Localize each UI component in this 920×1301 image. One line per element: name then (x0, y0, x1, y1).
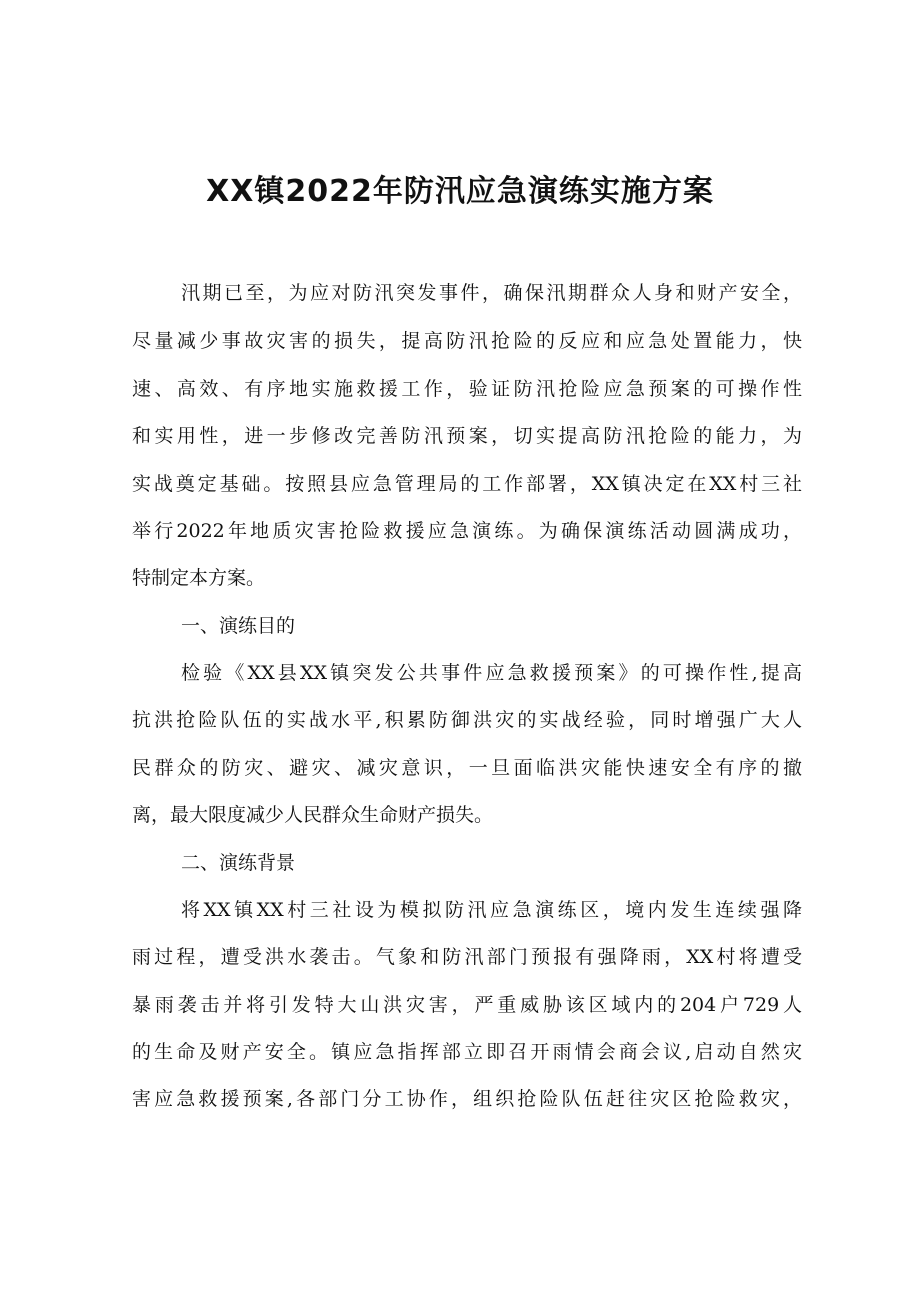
intro-line: 速、高效、有序地实施救援工作，验证防汛抢险应急预案的可操作性 (132, 378, 802, 400)
document-title: XX镇2022年防汛应急演练实施方案 (206, 174, 714, 209)
intro-line: 尽量减少事故灾害的损失，提高防汛抢险的反应和应急处置能力，快 (132, 330, 802, 352)
intro-line: 汛期已至，为应对防汛突发事件，确保汛期群众人身和财产安全， (181, 282, 802, 304)
section1-line: 检验《XX县XX镇突发公共事件应急救援预案》的可操作性,提高 (181, 662, 802, 684)
section2-line: 害应急救援预案,各部门分工协作，组织抢险队伍赶往灾区抢险救灾， (132, 1088, 802, 1110)
section2-line: 雨过程，遭受洪水袭击。气象和防汛部门预报有强降雨，XX村将遭受 (132, 946, 802, 968)
section2-line: 将XX镇XX村三社设为模拟防汛应急演练区，境内发生连续强降 (181, 899, 802, 921)
section2-line: 暴雨袭击并将引发特大山洪灾害，严重威胁该区域内的204户729人 (132, 994, 802, 1016)
intro-line: 实战奠定基础。按照县应急管理局的工作部署，XX镇决定在XX村三社 (132, 473, 802, 495)
intro-line: 举行2022年地质灾害抢险救援应急演练。为确保演练活动圆满成功， (132, 520, 802, 542)
section1-line: 民群众的防灾、避灾、减灾意识，一旦面临洪灾能快速安全有序的撤 (132, 757, 802, 779)
section1-line: 离，最大限度减少人民群众生命财产损失。 (132, 804, 494, 826)
intro-line: 和实用性，进一步修改完善防汛预案，切实提高防汛抢险的能力，为 (132, 425, 802, 447)
intro-line: 特制定本方案。 (132, 567, 266, 589)
section-heading-purpose: 一、演练目的 (181, 615, 296, 637)
section1-line: 抗洪抢险队伍的实战水平,积累防御洪灾的实战经验，同时增强广大人 (132, 709, 802, 731)
section2-line: 的生命及财产安全。镇应急指挥部立即召开雨情会商会议,启动自然灾 (132, 1041, 802, 1063)
section-heading-background: 二、演练背景 (181, 852, 296, 874)
